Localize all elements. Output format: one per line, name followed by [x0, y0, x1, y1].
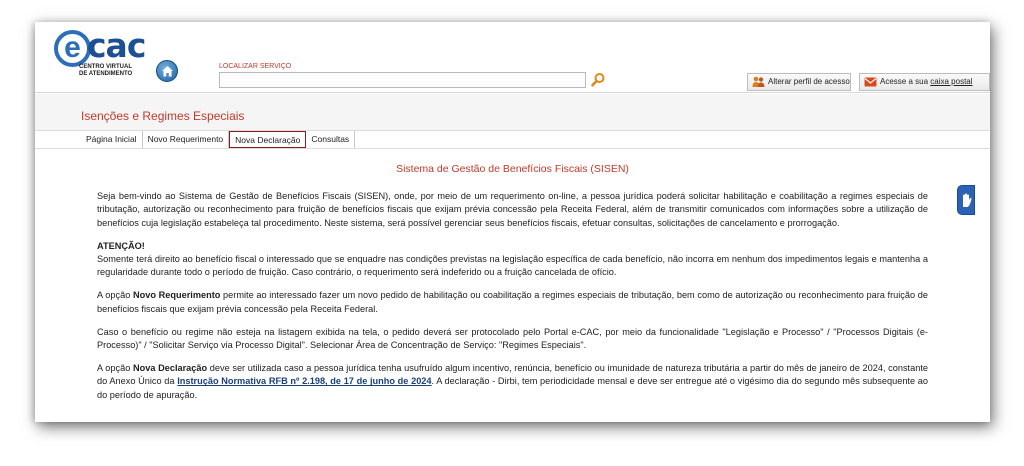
search-input[interactable] [219, 72, 586, 88]
mailbox-prefix: Acesse a sua [880, 77, 929, 86]
logo-cac-text: cac [87, 26, 146, 65]
logo-subtitle [79, 64, 132, 78]
mailbox-link[interactable]: caixa postal [930, 77, 973, 86]
logo-e-icon: e [54, 30, 91, 67]
tab-novo-requerimento[interactable]: Novo Requerimento [143, 131, 230, 148]
system-title: Isenções e Regimes Especiais [81, 109, 245, 123]
intro-paragraph: Seja bem-vindo ao Sistema de Gestão de Benefícios Fiscais (SISEN), onde, por meio de um requerimento on-line, a pessoa jurídica poderá solicitar habilitação e coabilitação a regimes especiais de tributação, autorização ou reconhecimento para fruição de benefícios fiscais que exijam prévia concessão pela Receita Federal, além de transmitir comunicados com informações sobre a utilização de benefícios cuja legislação estabeleça tal procedimento. Neste sistema, será possível gerenciar seus benefícios fiscais, efetuar consultas, solicitações de cancelamento e prorrogação. [97, 191, 928, 228]
ecac-logo[interactable] [54, 26, 146, 78]
attention-paragraph: Somente terá direito ao benefício fiscal o interessado que se enquadre nas condições previstas na legislação específica de cada benefício, não incorra em nenhum dos impedimentos legais e mantenha a regularidade durante todo o período de fruição. Caso contrário, o requerimento será indeferido ou a fruição cancelada de ofício. [97, 254, 928, 278]
home-button[interactable] [156, 60, 178, 82]
logo-subtitle-line1: CENTRO VIRTUAL [79, 64, 132, 70]
search-label: LOCALIZAR SERVIÇO [219, 63, 292, 70]
nova-decl-bold: Nova Declaração [132, 363, 208, 374]
header [35, 22, 990, 93]
home-icon [161, 65, 174, 78]
accessibility-hand-icon [960, 192, 973, 208]
browser-frame [35, 22, 990, 422]
attention-heading: ATENÇÃO! [97, 240, 145, 251]
instrucao-normativa-link[interactable]: Instrução Normativa RFB nº 2.198, de 17 de junho de 2024 [177, 376, 432, 387]
mailbox-icon [864, 76, 877, 88]
main-content [97, 163, 928, 412]
nova-decl-text1: deve ser utilizada caso a pessoa jurídica tenha usufruído algum incentivo, renúncia, benefício ou imunidade de natureza tributária a partir do mês de janeiro de 2024, constante do Anexo Único da [97, 363, 928, 387]
tab-consultas[interactable]: Consultas [306, 131, 355, 148]
mailbox-button[interactable] [859, 73, 990, 91]
search-magnifier-icon[interactable] [590, 72, 606, 88]
accessibility-side-button[interactable] [957, 185, 975, 215]
novo-req-bold: Novo Requerimento [132, 290, 221, 301]
users-icon [752, 76, 765, 88]
novo-req-text: permite ao interessado fazer um novo pedido de habilitação ou coabilitação a regimes especiais de tributação, bem como de autorização ou reconhecimento para fruição de benefícios fiscais que exijam prévia concessão pela Receita Federal. [97, 290, 928, 314]
nova-decl-text2: . A declaração - Dirbi, tem periodicidade mensal e deve ser entregue até o vigésimo dia do segundo mês subsequente ao do período de apuração. [97, 376, 928, 400]
nova-declaracao-paragraph [97, 362, 928, 402]
tab-bar [81, 131, 355, 148]
change-profile-label: Alterar perfil de acesso [768, 77, 850, 86]
change-profile-button[interactable] [747, 73, 851, 91]
logo-subtitle-line2: DE ATENDIMENTO [79, 71, 133, 77]
tab-nova-declaracao[interactable]: Nova Declaração [229, 131, 306, 148]
novo-requerimento-paragraph [97, 289, 928, 315]
novo-req-prefix: A opção [97, 290, 133, 301]
tab-pagina-inicial[interactable]: Página Inicial [81, 131, 143, 148]
tabs-divider [35, 148, 990, 149]
page-title: Sistema de Gestão de Benefícios Fiscais (SISEN) [396, 163, 629, 175]
nova-decl-prefix: A opção [97, 363, 133, 374]
caso-paragraph: Caso o benefício ou regime não esteja na listagem exibida na tela, o pedido deverá ser protocolado pelo Portal e-CAC, por meio da funcionalidade "Legislação e Processo" / "Processos Digitais (e-Processo)" / "Solicitar Serviço via Processo Digital". Selecionar Área de Concentração de Serviço: "Regimes Especiais". [97, 326, 928, 351]
